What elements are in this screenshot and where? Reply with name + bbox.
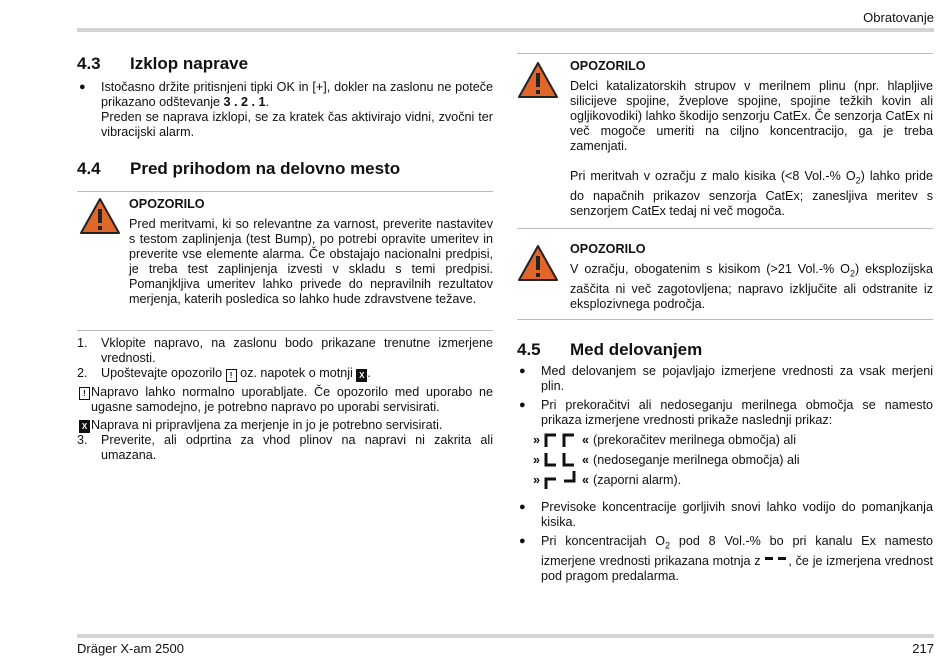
- section-heading: 4.5 Med delovanjem: [517, 340, 703, 359]
- warning-symbol-icon: !: [226, 369, 237, 382]
- range-under-line: » « (nedoseganje merilnega območja) ali: [533, 452, 800, 467]
- list-item: 1. Vklopite napravo, na zaslonu bodo prikazane trenutne izmerjene vrednosti.: [77, 336, 493, 365]
- warning-box: [77, 197, 493, 329]
- warning-text: Delci katalizatorskih strupov v merilnem plinu (npr. hlapljive silicijeve spojine, žveplove spojine, spojine težkih kovin ali ogljikovodiki) lahko škodijo senzorju CatEx. Če senzorja CatEx ni več mogoče umeriti na ciljno koncentracijo, ga je treba zamenjati.: [570, 79, 933, 153]
- page-number: 217: [912, 641, 934, 656]
- divider: [77, 191, 493, 192]
- list-item: ● Pri prekoračitvi ali nedoseganju merilnega območja se namesto prikaza izmerjene vrednosti prikaže naslednji prikaz:: [517, 398, 933, 428]
- divider: [517, 319, 933, 320]
- note-warning: ! Napravo lahko normalno uporabljate. Če opozorilo med uporabo ne ugasne samodejno, je potrebno napravo po uporabi servisirati.: [77, 385, 493, 415]
- footer-product: Dräger X-am 2500: [77, 641, 184, 656]
- list-item: 3. Preverite, ali odprtina za vhod plinov na napravi ni zakrita ali umazana.: [77, 433, 493, 462]
- warning-box: [517, 59, 933, 224]
- list-item: 2. Upoštevajte opozorilo ! oz. napotek o motnji X .: [77, 366, 371, 380]
- list-item: ● Pri koncentracijah $O_2$ pod 8 Vol.-% bo pri kanalu Ex namesto izmerjene vrednosti prikazana motnja z , če je izmerjena vrednost pod pragom predalarma.: [517, 534, 933, 584]
- warning-triangle-icon: [517, 244, 559, 282]
- warning-triangle-icon: [517, 61, 559, 99]
- fault-symbol-icon: X: [356, 369, 367, 382]
- section-4-3: [77, 54, 493, 140]
- fault-symbol-icon: X: [79, 420, 90, 433]
- divider: [517, 53, 933, 54]
- header-rule: [77, 28, 934, 32]
- warning-symbol-icon: !: [79, 387, 90, 400]
- range-over-line: » « (prekoračitev merilnega območja) ali: [533, 432, 797, 447]
- warning-text: Pri meritvah v ozračju z malo kisika (<8 Vol.-% $O_2$) lahko pride do napačnih prikazov senzorja CatEx; zanesljiva meritev s senzorjem CatEx tedaj ni več mogoča.: [570, 169, 933, 218]
- section-heading: 4.3 Izklop naprave: [77, 54, 249, 73]
- footer-rule: [77, 634, 934, 638]
- display-underrange-icon: [544, 452, 578, 468]
- warning-title: OPOZORILO: [570, 242, 646, 256]
- section-heading: 4.4 Pred prihodom na delovno mesto: [77, 159, 401, 178]
- section-4-5: [517, 340, 933, 584]
- divider: [517, 228, 933, 229]
- warning-title: OPOZORILO: [570, 59, 646, 73]
- steps-list: [77, 336, 493, 463]
- warning-box: [517, 242, 933, 317]
- display-fault-dashes-icon: [764, 555, 788, 563]
- note-fault: X Naprava ni pripravljena za merjenje in jo je potrebno servisirati.: [77, 418, 493, 433]
- section-4-4: [77, 159, 493, 179]
- display-overrange-icon: [544, 432, 578, 448]
- countdown-text: 3 . 2 . 1: [223, 95, 266, 109]
- warning-text: Pred meritvami, ki so relevantne za varnost, preverite nastavitev s testom zaplinjenja (test Bump), po potrebi opravite umeritev in preverite vse elemente alarma. Če obstajajo nacionalni predpisi, je treba test zaplinjenja izvesti v skladu s temi predpisi. Pomanjkljiva umeritev lahko privede do nepravilnih rezultatov merjenja, katerih posledica so lahko hude zdravstvene težave.: [129, 217, 493, 306]
- warning-title: OPOZORILO: [129, 197, 205, 211]
- divider: [77, 330, 493, 331]
- list-item: ● Previsoke koncentracije gorljivih snovi lahko vodijo do pomanjkanja kisika.: [517, 500, 933, 530]
- warning-text: V ozračju, obogatenim s kisikom (>21 Vol.-% $O_2$) eksplozijska zaščita ni več zagotovljena; napravo izključite ali odstranite iz eksplozivnega področja.: [570, 262, 933, 311]
- running-header: Obratovanje: [863, 10, 934, 25]
- display-blocking-alarm-icon: [544, 470, 578, 490]
- list-item: ● Istočasno držite pritisnjeni tipki OK in [+], dokler na zaslonu ne poteče prikazano odštevanje 3 . 2 . 1. Preden se naprava izklopi, se za kratek čas aktivirajo vidni, zvočni ter vibracijski alarm.: [77, 80, 493, 140]
- warning-triangle-icon: [79, 197, 121, 235]
- list-item: ● Med delovanjem se pojavljajo izmerjene vrednosti za vsak merjeni plin.: [517, 364, 933, 394]
- range-blocking-line: » « (zaporni alarm).: [533, 470, 933, 490]
